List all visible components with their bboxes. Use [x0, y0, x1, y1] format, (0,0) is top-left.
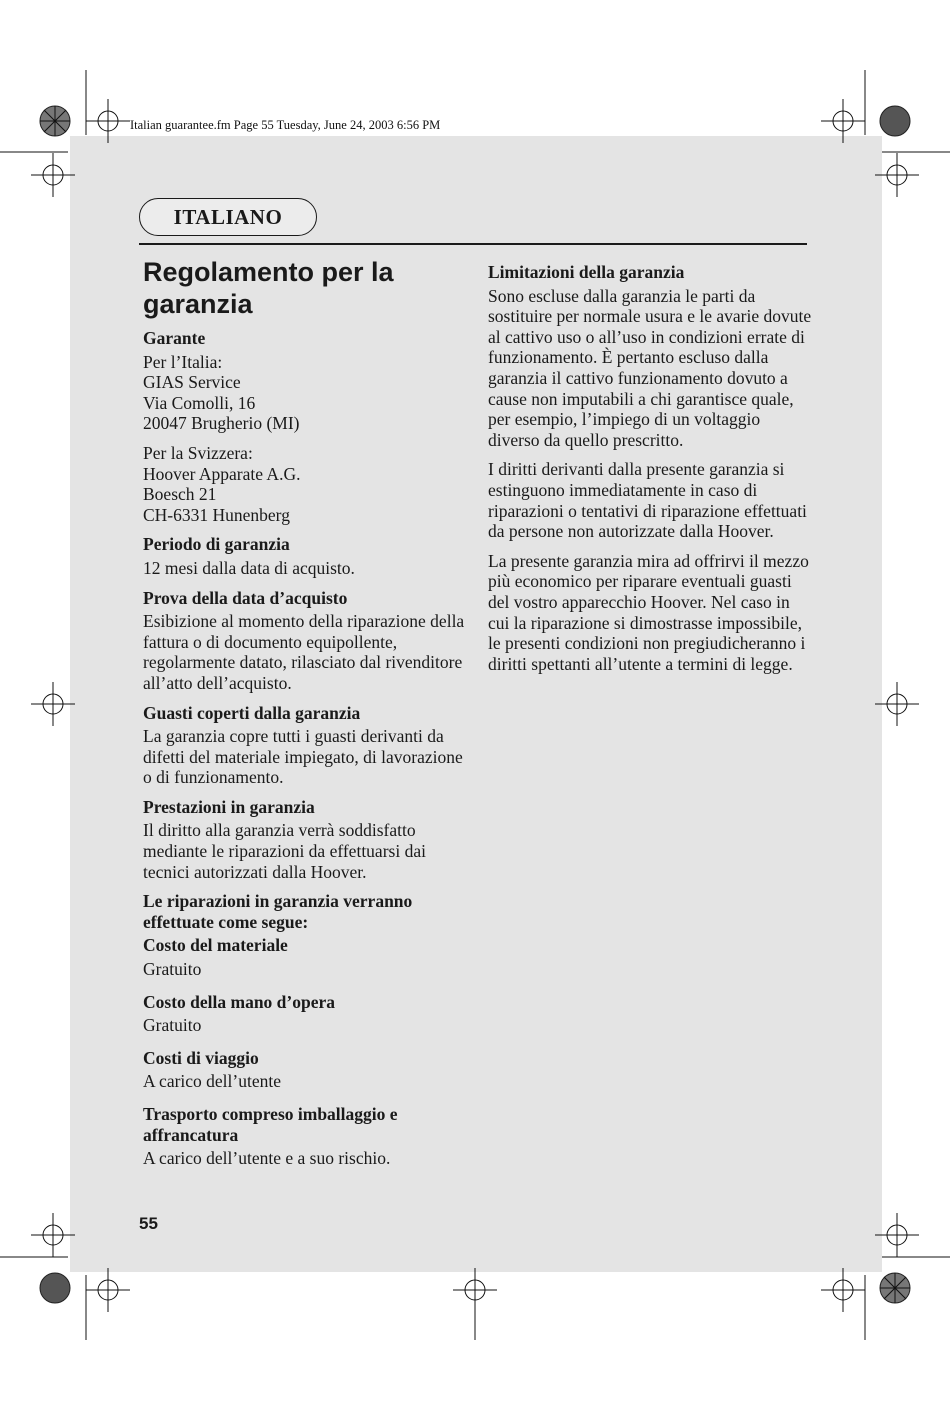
section-text: A carico dell’utente e a suo rischio. — [143, 1148, 391, 1169]
registration-mark-icon — [453, 1268, 497, 1312]
page-number: 55 — [139, 1214, 158, 1233]
address-line: GIAS Service — [143, 372, 241, 393]
address-line: Hoover Apparate A.G. — [143, 463, 301, 484]
registration-mark-icon — [31, 682, 75, 726]
section-text: I diritti derivanti dalla presente garanzia si estinguono immediatamente in caso di riparazioni o tentativi di riparazione effettuati da persone non autorizzate dalla Hoover. — [488, 459, 807, 542]
section-text: La presente garanzia mira ad offrirvi il mezzo più economico per riparare eventuali guasti del vostro apparecchio Hoover. Nel caso in cui la riparazione si dimostrasse impossibile, le presenti condizioni non pregiudicheranno i diritti spettanti all’utente a termini di legge. — [488, 550, 809, 674]
address-svizzera — [143, 443, 468, 525]
registration-mark-icon — [31, 153, 75, 197]
section-heading: Garante — [143, 328, 206, 348]
starburst-mark-icon — [880, 106, 910, 136]
section-heading: Periodo di garanzia — [143, 534, 290, 555]
address-line: CH-6331 Hunenberg — [143, 504, 290, 525]
title-line: Regolamento per la — [143, 257, 394, 287]
registration-mark-icon — [86, 1268, 130, 1312]
section-text: Gratuito — [143, 1015, 202, 1036]
section-text: Esibizione al momento della riparazione della fattura o di documento equipollente, regolarmente datato, rilasciato dal rivenditore all’atto dell’acquisto. — [143, 611, 465, 693]
address-line: Per l’Italia: — [143, 351, 223, 372]
section-text: Gratuito — [143, 959, 202, 980]
address-italia — [143, 352, 468, 434]
starburst-mark-icon — [40, 106, 70, 136]
section-heading: Guasti coperti dalla garanzia — [143, 702, 361, 723]
section-heading: Limitazioni della garanzia — [488, 262, 685, 282]
header-rule — [139, 243, 807, 245]
section-text: 12 mesi dalla data di acquisto. — [143, 557, 355, 578]
section-text: Il diritto alla garanzia verrà soddisfatto mediante le riparazioni da effettuarsi dai tecnici autorizzati dalla Hoover. — [143, 820, 426, 882]
registration-mark-icon — [821, 1268, 865, 1312]
section-heading: Trasporto compreso imballaggio e affrancatura — [143, 1104, 398, 1145]
file-slug: Italian guarantee.fm Page 55 Tuesday, June 24, 2003 6:56 PM — [130, 118, 441, 132]
address-line: Boesch 21 — [143, 484, 217, 505]
section-heading: Costi di viaggio — [143, 1047, 259, 1068]
language-tab: ITALIANO — [139, 198, 317, 236]
title-line: garanzia — [143, 289, 253, 319]
address-line: Per la Svizzera: — [143, 442, 253, 463]
section-heading: Prestazioni in garanzia — [143, 796, 315, 817]
section-heading: Prova della data d’acquisto — [143, 587, 348, 608]
address-line: 20047 Brugherio (MI) — [143, 413, 300, 434]
section-heading: Le riparazioni in garanzia verranno effettuate come segue: — [143, 891, 413, 932]
right-column — [488, 262, 813, 683]
starburst-mark-icon — [880, 1273, 910, 1303]
section-heading: Costo del materiale — [143, 935, 288, 956]
section-text: Sono escluse dalla garanzia le parti da sostituire per normale usura e le avarie dovute al cattivo uso o all’uso in condizioni errate di funzionamento. È pertanto escluso dalla garanzia il cattivo funzionamento dovuto a cause non imputabili a chi garantisce quale, per esempio, l’impiego di un voltaggio diverso da quello prescritto. — [488, 285, 812, 450]
address-line: Via Comolli, 16 — [143, 392, 256, 413]
section-text: A carico dell’utente — [143, 1071, 281, 1092]
starburst-mark-icon — [40, 1273, 70, 1303]
section-text: La garanzia copre tutti i guasti derivanti da difetti del materiale impiegato, di lavorazione o di funzionamento. — [143, 726, 463, 788]
registration-mark-icon — [31, 1213, 75, 1257]
left-column — [143, 256, 468, 1178]
section-heading: Costo della mano d’opera — [143, 991, 336, 1012]
page-title — [143, 256, 468, 320]
